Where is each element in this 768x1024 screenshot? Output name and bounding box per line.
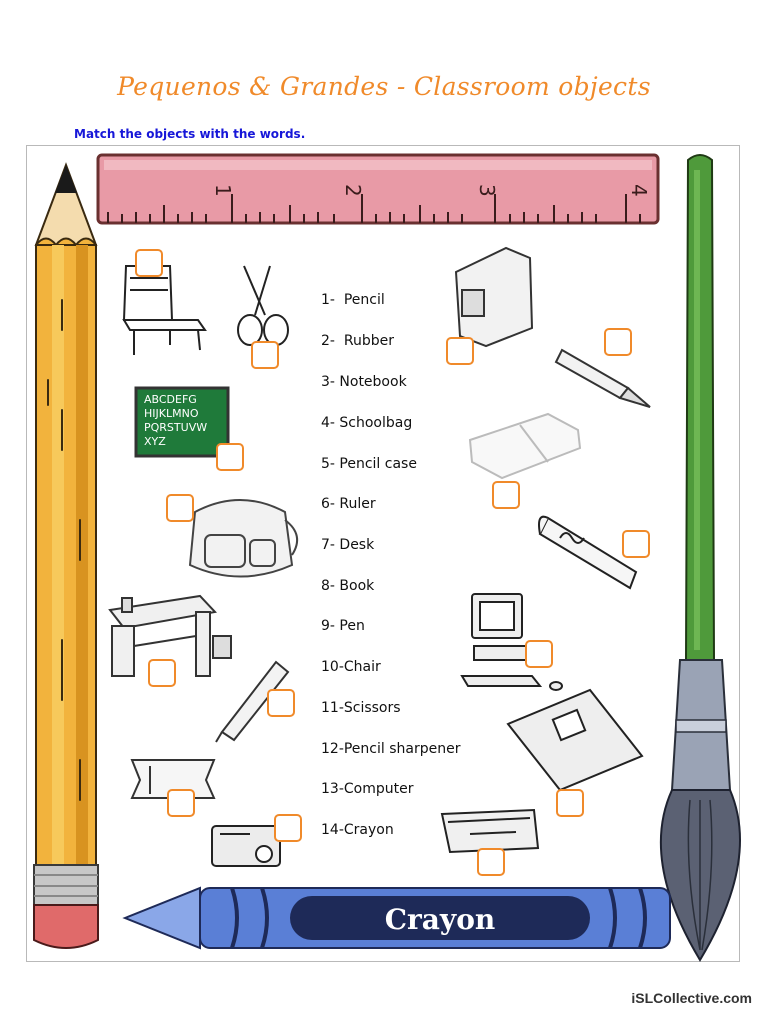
ruler-illustration [98,155,658,223]
schoolbag-illustration [190,500,297,577]
blackboard-line-4: XYZ [144,435,166,448]
answer-box-computer[interactable] [525,640,553,668]
worksheet-title: Pequenos & Grandes - Classroom objects [117,72,651,101]
answer-box-notebook[interactable] [556,789,584,817]
ruler-number-3: 3 [475,184,499,197]
pencil-illustration [34,165,98,948]
word-item-6: 6- Ruler [321,496,376,512]
word-item-14: 14-Crayon [321,822,394,838]
blackboard-illustration [136,388,228,456]
blackboard-line-2: HIJKLMNO [144,407,199,420]
answer-box-rubber[interactable] [492,481,520,509]
word-item-9: 9- Pen [321,618,365,634]
scissors-illustration [238,266,288,345]
word-item-13: 13-Computer [321,781,414,797]
answer-box-pen[interactable] [267,689,295,717]
word-item-2: 2- Rubber [321,333,394,349]
answer-box-scissors[interactable] [251,341,279,369]
rubber-illustration [470,414,580,478]
paintbrush-illustration [661,155,740,960]
answer-box-sharpener[interactable] [274,814,302,842]
word-item-11: 11-Scissors [321,700,401,716]
site-watermark: iSLCollective.com [631,990,752,1006]
word-item-10: 10-Chair [321,659,381,675]
blackboard-line-1: ABCDEFG [144,393,197,406]
word-item-7: 7- Desk [321,537,375,553]
answer-box-crayon[interactable] [622,530,650,558]
answer-box-blackboard[interactable] [216,443,244,471]
ruler-number-1: 1 [211,184,235,197]
crayon-label: Crayon [384,903,496,936]
word-item-1: 1- Pencil [321,292,385,308]
answer-box-book[interactable] [446,337,474,365]
answer-box-pages[interactable] [167,789,195,817]
word-item-12: 12-Pencil sharpener [321,741,461,757]
answer-box-small-pencil[interactable] [604,328,632,356]
sharpener-illustration [212,826,280,866]
answer-box-desk[interactable] [148,659,176,687]
ruler-number-4: 4 [627,184,651,197]
answer-box-chair[interactable] [135,249,163,277]
chair-illustration [124,266,205,355]
blackboard-line-3: PQRSTUVW [144,421,208,434]
pencil-case-illustration [442,810,538,852]
word-item-5: 5- Pencil case [321,456,417,472]
word-item-8: 8- Book [321,578,375,594]
answer-box-schoolbag[interactable] [166,494,194,522]
instruction-text: Match the objects with the words. [74,127,306,141]
crayon-illustration [125,888,670,948]
answer-box-pencil-case[interactable] [477,848,505,876]
word-item-4: 4- Schoolbag [321,415,413,431]
small-pencil-illustration [556,350,650,407]
book-illustration [456,248,532,346]
word-item-3: 3- Notebook [321,374,407,390]
notebook-illustration [508,690,642,790]
ruler-number-2: 2 [341,184,365,197]
